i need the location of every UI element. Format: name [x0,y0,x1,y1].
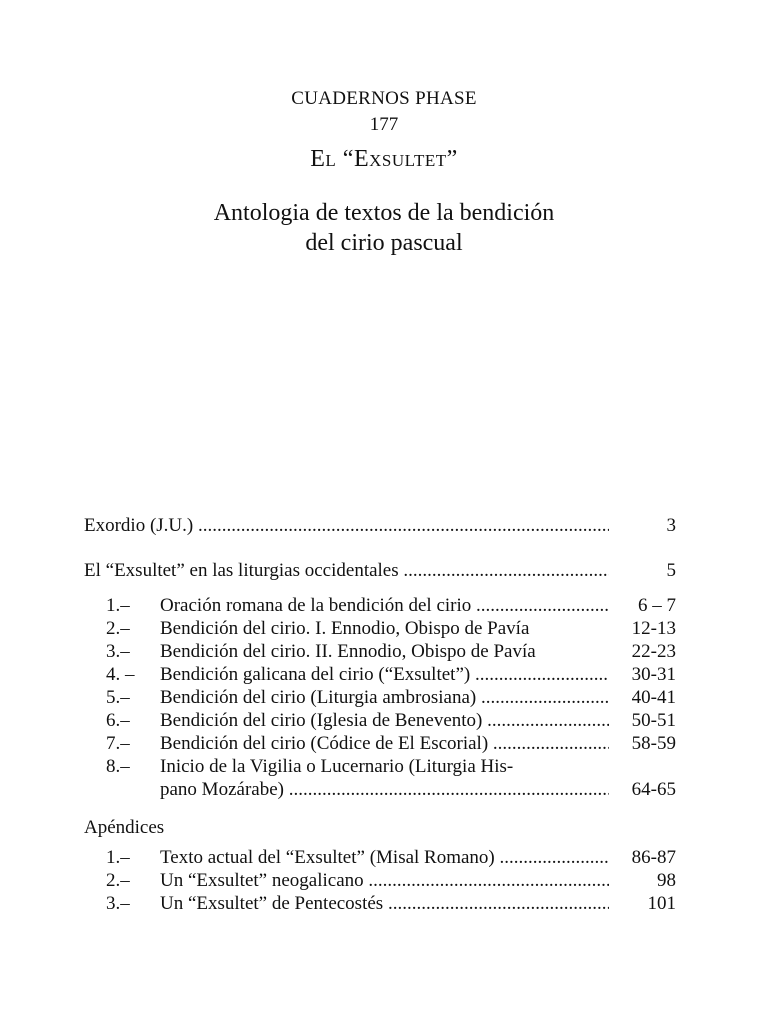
toc-section-items [84,594,676,801]
toc-item-page: 58-59 [631,733,676,754]
toc-item-number: 2.– [106,618,130,639]
toc-item-title: Bendición del cirio (Iglesia de Benevento) ..... [160,709,609,732]
toc-item [84,617,676,640]
toc-item [84,709,676,732]
toc-section-liturgias [84,559,676,582]
toc-item [84,640,676,663]
toc-item-page: 40-41 [631,687,676,708]
toc-entry-title: Exordio (J.U.) ..... [84,514,609,537]
toc-item-title-line-2: pano Mozárabe) ..... [160,778,609,801]
subtitle-line-2: del cirio pascual [305,230,463,256]
toc-item-number: 4. – [106,664,135,685]
toc-item-page: 30-31 [631,664,676,685]
toc-item [84,594,676,617]
toc-item-title: Un “Exsultet” de Pentecostés ..... [160,892,609,915]
toc-item [84,755,676,778]
toc-item-title: Texto actual del “Exsultet” (Misal Romano) ..... [160,846,609,869]
toc-item-title: Bendición del cirio. I. Ennodio, Obispo de Pavía [160,618,530,639]
toc-item-title: Oración romana de la bendición del cirio ..... [160,594,609,617]
toc-item-page: 6 – 7 [638,595,676,616]
toc-item-page: 12-13 [631,618,676,639]
toc-item-number: 2.– [106,870,130,891]
toc-item-number: 6.– [106,710,130,731]
subtitle-line-1: Antologia de textos de la bendición [213,200,555,226]
toc-item-number: 3.– [106,893,130,914]
book-title: El “Exsultet” [310,146,458,172]
toc-item-number: 1.– [106,595,130,616]
toc-item-page: 98 [657,870,676,891]
toc-item-title: Un “Exsultet” neogalicano ..... [160,869,609,892]
toc-item-title: Bendición del cirio (Códice de El Escorial) ..... [160,732,609,755]
toc-item [84,869,676,892]
toc-item [84,892,676,915]
toc-entry-exordio [84,514,676,537]
toc-item-continuation [84,778,676,801]
toc-item-number: 7.– [106,733,130,754]
toc-appendix-items [84,846,676,915]
toc-item-title-line-1: Inicio de la Vigilia o Lucernario (Liturgia His- [160,756,514,777]
table-of-contents [84,514,676,537]
toc-item-title: Bendición galicana del cirio (“Exsultet”) ..... [160,663,609,686]
series-name: CUADERNOS PHASE [291,88,477,109]
toc-item-page: 86-87 [631,847,676,868]
toc-item [84,663,676,686]
series-number: 177 [369,114,399,135]
toc-item-title: Bendición del cirio (Liturgia ambrosiana) ..... [160,686,609,709]
toc-entry-page: 5 [666,560,676,581]
toc-item-title: Bendición del cirio. II. Ennodio, Obispo de Pavía [160,641,536,662]
toc-entry-title: El “Exsultet” en las liturgias occidentales ..... [84,559,609,582]
toc-item-page: 64-65 [631,779,676,800]
toc-item [84,846,676,869]
toc-item [84,686,676,709]
toc-item-number: 8.– [106,756,130,777]
toc-entry-title: Apéndices [84,817,165,838]
toc-section-heading [84,559,676,582]
toc-item-number: 3.– [106,641,130,662]
toc-item-page: 50-51 [631,710,676,731]
toc-item [84,732,676,755]
toc-item-number: 1.– [106,847,130,868]
toc-item-number: 5.– [106,687,130,708]
toc-item-page: 22-23 [631,641,676,662]
book-subtitle [0,198,768,258]
toc-item-page: 101 [647,893,676,914]
toc-section-heading [84,816,676,839]
toc-entry-page: 3 [666,515,676,536]
toc-appendices [84,816,676,839]
